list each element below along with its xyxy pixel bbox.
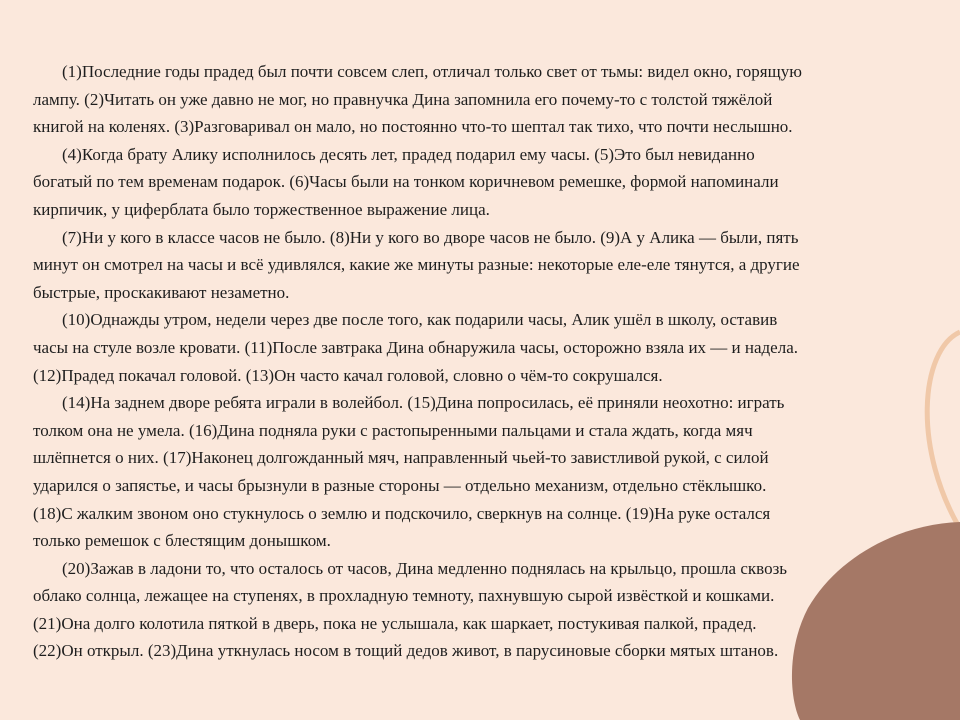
text-line: кирпичик, у циферблата было торжественное выражение лица. — [33, 199, 490, 219]
text-line: (4)Когда брату Алику исполнилось десять лет, прадед подарил ему часы. (5)Это был невиданно — [62, 144, 755, 164]
paragraph-4 — [33, 306, 934, 389]
text-line: быстрые, проскакивают незаметно. — [33, 282, 290, 302]
text-line: толком она не умела. (16)Дина подняла руки с растопыренными пальцами и стала ждать, когда мяч — [33, 420, 753, 440]
text-line: лампу. (2)Читать он уже давно не мог, но правнучка Дина запомнила его почему-то с толстой тяжёлой — [33, 89, 773, 109]
paragraph-2 — [33, 141, 934, 224]
paragraph-6 — [33, 555, 934, 665]
text-line: (21)Она долго колотила пяткой в дверь, пока не услышала, как шаркает, постукивая палкой, прадед. — [33, 613, 757, 633]
text-line: (20)Зажав в ладони то, что осталось от часов, Дина медленно поднялась на крыльцо, прошла сквозь — [62, 558, 788, 578]
text-line: (12)Прадед покачал головой. (13)Он часто качал головой, словно о чём-то сокрушался. — [33, 365, 663, 385]
paragraph-5 — [33, 389, 934, 555]
text-line: облако солнца, лежащее на ступенях, в прохладную темноту, пахнувшую сырой извёсткой и кошками. — [33, 586, 775, 606]
text-body — [33, 58, 934, 665]
text-line: минут он смотрел на часы и всё удивлялся, какие же минуты разные: некоторые еле-еле тянутся, а другие — [33, 255, 800, 275]
text-line: шлёпнется о них. (17)Наконец долгожданный мяч, направленный чьей-то завистливой рукой, с силой — [33, 448, 769, 468]
text-line: книгой на коленях. (3)Разговаривал он мало, но постоянно что-то шептал так тихо, что почти неслышно. — [33, 117, 793, 137]
paragraph-1 — [33, 58, 934, 141]
text-line: (7)Ни у кого в классе часов не было. (8)Ни у кого во дворе часов не было. (9)А у Алика — были, пять — [62, 227, 799, 247]
text-line: (14)На заднем дворе ребята играли в волейбол. (15)Дина попросилась, её приняли неохотно: играть — [62, 393, 785, 413]
text-line: часы на стуле возле кровати. (11)После завтрака Дина обнаружила часы, осторожно взяла их — и надела. — [33, 337, 799, 357]
text-line: богатый по тем временам подарок. (6)Часы были на тонком коричневом ремешке, формой напоминали — [33, 172, 779, 192]
text-line: только ремешок с блестящим донышком. — [33, 531, 331, 551]
text-line: (22)Он открыл. (23)Дина уткнулась носом в тощий дедов живот, в парусиновые сборки мятых штанов. — [33, 641, 779, 661]
text-line: (18)С жалким звоном оно стукнулось о землю и подскочило, сверкнув на солнце. (19)На руке остался — [33, 503, 771, 523]
text-line: (10)Однажды утром, недели через две после того, как подарили часы, Алик ушёл в школу, оставив — [62, 310, 778, 330]
text-line: ударился о запястье, и часы брызнули в разные стороны — отдельно механизм, отдельно стёклышко. — [33, 475, 767, 495]
paragraph-3 — [33, 224, 934, 307]
text-line: (1)Последние годы прадед был почти совсем слеп, отличал только свет от тьмы: видел окно, горящую — [62, 62, 802, 81]
